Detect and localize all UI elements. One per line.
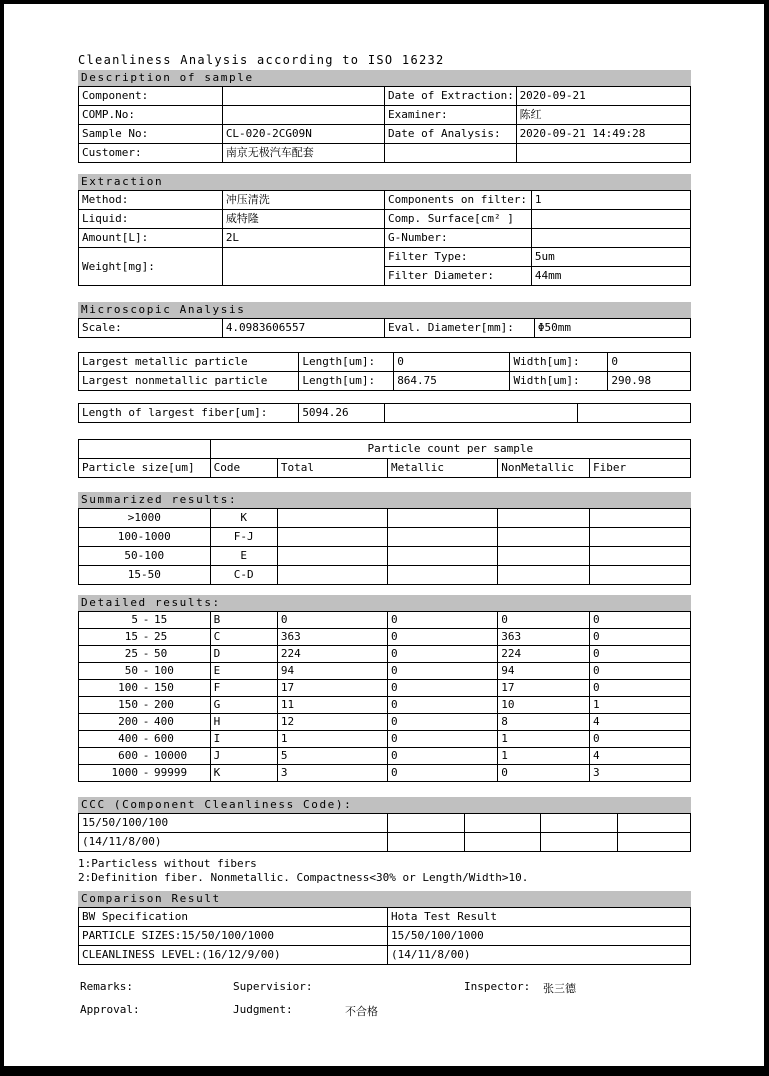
spec-value: PARTICLE SIZES:15/50/100/1000 [79,927,388,946]
table-row [79,144,691,163]
remarks-label: Remarks: [80,980,133,993]
empty-cell [541,833,618,852]
cell-size: >1000 [79,509,211,528]
cell-fiber: 0 [590,663,691,680]
column-header: Particle size[um] [79,459,211,478]
cell-size-range [79,731,211,748]
size-to: 100 [154,664,174,677]
section-header-extraction: Extraction [78,174,691,190]
note-line: 1:Particless without fibers [78,857,257,870]
size-dash: - [142,647,150,660]
cell-code: K [210,509,277,528]
section-header-microscopic: Microscopic Analysis [78,302,691,318]
field-value [531,210,690,229]
size-from: 150 [118,698,138,711]
table-row [79,566,691,585]
detailed-table [78,611,691,782]
field-label [384,144,516,163]
field-label: Weight[mg]: [79,248,223,286]
cell-size-range [79,697,211,714]
field-label: Filter Diameter: [384,267,531,286]
cell-metallic: 0 [388,765,498,782]
ccc-code-value: (14/11/8/00) [79,833,388,852]
cell-size-range [79,680,211,697]
cell-total: 94 [277,663,387,680]
empty-cell [617,814,690,833]
cell-size-range [79,748,211,765]
field-label: Components on filter: [384,191,531,210]
cell-total: 17 [277,680,387,697]
size-dash: - [142,698,150,711]
size-from: 200 [118,715,138,728]
cell-nonmetallic: 0 [498,765,590,782]
field-label: Component: [79,87,223,106]
cell-code: G [210,697,277,714]
empty-cell [577,404,690,423]
cell-nonmetallic: 1 [498,748,590,765]
approval-label: Approval: [80,1003,140,1016]
table-row [79,814,691,833]
size-dash: - [142,749,150,762]
cell-fiber: 1 [590,697,691,714]
field-value: 威特隆 [222,210,384,229]
cell-code: E [210,663,277,680]
size-from: 1000 [111,766,138,779]
table-row [79,748,691,765]
empty-cell [464,814,541,833]
size-dash: - [142,613,150,626]
table-row [79,404,691,423]
empty-cell [79,440,211,459]
empty-cell [388,547,498,566]
report-page [78,53,691,1020]
cell-fiber: 0 [590,629,691,646]
section-header-summarized: Summarized results: [78,492,691,508]
field-value: CL-020-2CG09N [222,125,384,144]
size-dash: - [142,664,150,677]
field-label: Date of Analysis: [384,125,516,144]
table-row [79,680,691,697]
cell-size: 100-1000 [79,528,211,547]
column-header: Metallic [388,459,498,478]
cell-code: H [210,714,277,731]
field-value: 0 [394,353,510,372]
field-value [222,106,384,125]
table-row [79,927,691,946]
cell-fiber: 0 [590,646,691,663]
judgment-value: 不合格 [345,1005,378,1018]
ccc-notes [78,857,691,885]
empty-cell [277,566,387,585]
field-value: 2020-09-21 [516,87,690,106]
cell-size-range [79,765,211,782]
empty-cell [498,528,590,547]
table-row [79,731,691,748]
table-row [79,833,691,852]
comparison-table [78,907,691,965]
cell-size-range [79,629,211,646]
size-from: 100 [118,681,138,694]
field-value [222,87,384,106]
cell-total: 3 [277,765,387,782]
field-value: 864.75 [394,372,510,391]
empty-cell [541,814,618,833]
empty-cell [498,566,590,585]
cell-nonmetallic: 0 [498,612,590,629]
cell-size-range [79,612,211,629]
empty-cell [388,509,498,528]
size-to: 50 [154,647,168,660]
field-label: Comp. Surface[cm² ] [384,210,531,229]
cell-metallic: 0 [388,612,498,629]
cell-fiber: 0 [590,680,691,697]
cell-code: C [210,629,277,646]
field-value: 1 [531,191,690,210]
size-to: 400 [154,715,174,728]
field-value: 2020-09-21 14:49:28 [516,125,690,144]
size-dash: - [142,630,150,643]
cell-size-range [79,663,211,680]
size-from: 50 [124,664,138,677]
field-label: Filter Type: [384,248,531,267]
field-value [516,144,690,163]
description-table [78,86,691,163]
table-row [79,612,691,629]
empty-cell [590,547,691,566]
inspector-label: Inspector: [464,980,531,993]
cell-metallic: 0 [388,714,498,731]
cell-code: F-J [210,528,277,547]
field-value: 4.0983606557 [222,319,384,338]
supervisor-label: Supervisior: [233,980,313,993]
cell-total: 5 [277,748,387,765]
empty-cell [498,547,590,566]
field-label: Method: [79,191,223,210]
size-from: 600 [118,749,138,762]
table-row [79,697,691,714]
column-header: Hota Test Result [388,908,691,927]
cell-nonmetallic: 224 [498,646,590,663]
table-row [79,646,691,663]
cell-metallic: 0 [388,646,498,663]
field-value: 5094.26 [299,404,385,423]
field-value: 44mm [531,267,690,286]
field-label: Length[um]: [299,353,394,372]
cell-size-range [79,714,211,731]
table-row [79,765,691,782]
ccc-code-value: 15/50/100/100 [79,814,388,833]
table-row [79,509,691,528]
empty-cell [464,833,541,852]
empty-cell [388,814,465,833]
cell-fiber: 4 [590,748,691,765]
cell-fiber: 0 [590,612,691,629]
field-label: Date of Extraction: [384,87,516,106]
cell-total: 224 [277,646,387,663]
empty-cell [617,833,690,852]
cell-fiber: 4 [590,714,691,731]
cell-code: I [210,731,277,748]
size-from: 25 [124,647,138,660]
size-to: 99999 [154,766,188,779]
column-group-header: Particle count per sample [210,440,690,459]
cell-code: E [210,547,277,566]
size-to: 150 [154,681,174,694]
note-line: 2:Definition fiber. Nonmetallic. Compactness<30% or Length/Width>10. [78,871,529,884]
spec-value: CLEANLINESS LEVEL:(16/12/9/00) [79,946,388,965]
cell-fiber: 0 [590,731,691,748]
cell-total: 1 [277,731,387,748]
cell-metallic: 0 [388,697,498,714]
field-value: 2L [222,229,384,248]
table-row [79,191,691,210]
table-row [79,663,691,680]
cell-metallic: 0 [388,663,498,680]
largest-particle-table [78,352,691,391]
size-dash: - [142,732,150,745]
cell-total: 363 [277,629,387,646]
field-label: Liquid: [79,210,223,229]
field-label: Largest nonmetallic particle [79,372,299,391]
size-dash: - [142,681,150,694]
cell-size: 50-100 [79,547,211,566]
table-row [79,87,691,106]
page-title: Cleanliness Analysis according to ISO 16232 [78,53,445,67]
column-header: NonMetallic [498,459,590,478]
empty-cell [590,509,691,528]
field-value: 290.98 [608,372,691,391]
cell-nonmetallic: 17 [498,680,590,697]
section-header-ccc: CCC (Component Cleanliness Code): [78,797,691,813]
result-value: (14/11/8/00) [388,946,691,965]
column-header: Total [277,459,387,478]
field-label: Length[um]: [299,372,394,391]
size-to: 25 [154,630,168,643]
cell-total: 11 [277,697,387,714]
ccc-table [78,813,691,852]
field-label: Examiner: [384,106,516,125]
field-label: Eval. Diameter[mm]: [384,319,534,338]
field-value: 冲压清洗 [222,191,384,210]
cell-code: D [210,646,277,663]
cell-code: C-D [210,566,277,585]
field-label: Customer: [79,144,223,163]
particle-count-header-table [78,439,691,478]
cell-code: J [210,748,277,765]
empty-cell [590,566,691,585]
table-row [79,210,691,229]
empty-cell [277,509,387,528]
cell-code: F [210,680,277,697]
cell-size-range [79,646,211,663]
size-to: 15 [154,613,168,626]
field-value: 0 [608,353,691,372]
size-dash: - [142,715,150,728]
empty-cell [498,509,590,528]
result-value: 15/50/100/1000 [388,927,691,946]
summarized-table [78,508,691,585]
table-row [79,528,691,547]
empty-cell [277,547,387,566]
fiber-table [78,403,691,423]
field-label: Largest metallic particle [79,353,299,372]
field-label: Width[um]: [510,372,608,391]
column-header: BW Specification [79,908,388,927]
cell-code: K [210,765,277,782]
table-row [79,908,691,927]
empty-cell [388,528,498,547]
field-value: 5um [531,248,690,267]
field-value: Φ50mm [534,319,690,338]
empty-cell [388,833,465,852]
size-dash: - [142,766,150,779]
size-from: 5 [131,613,138,626]
cell-metallic: 0 [388,748,498,765]
size-to: 10000 [154,749,188,762]
field-label: Scale: [79,319,223,338]
field-label: Width[um]: [510,353,608,372]
cell-size: 15-50 [79,566,211,585]
size-from: 400 [118,732,138,745]
field-label: Sample No: [79,125,223,144]
cell-nonmetallic: 8 [498,714,590,731]
field-value: 陈红 [516,106,690,125]
size-from: 15 [124,630,138,643]
empty-cell [388,566,498,585]
size-to: 200 [154,698,174,711]
judgment-label: Judgment: [233,1003,293,1016]
table-row [79,547,691,566]
inspector-value: 张三德 [543,982,576,995]
signoff-area [78,980,691,1020]
empty-cell [384,404,577,423]
table-row [79,248,691,267]
table-row [79,319,691,338]
table-row [79,714,691,731]
table-row [79,353,691,372]
field-value [531,229,690,248]
field-value: 南京无极汽车配套 [222,144,384,163]
field-label: Length of largest fiber[um]: [79,404,299,423]
table-row [79,229,691,248]
cell-total: 0 [277,612,387,629]
cell-metallic: 0 [388,629,498,646]
table-row [79,372,691,391]
scale-table [78,318,691,338]
empty-cell [590,528,691,547]
empty-cell [277,528,387,547]
field-label: COMP.No: [79,106,223,125]
table-row [79,440,691,459]
section-header-comparison: Comparison Result [78,891,691,907]
table-row [79,125,691,144]
section-header-description: Description of sample [78,70,691,86]
extraction-table [78,190,691,286]
cell-fiber: 3 [590,765,691,782]
size-to: 600 [154,732,174,745]
column-header: Fiber [590,459,691,478]
field-label: G-Number: [384,229,531,248]
section-header-detailed: Detailed results: [78,595,691,611]
cell-nonmetallic: 1 [498,731,590,748]
cell-total: 12 [277,714,387,731]
table-row [79,459,691,478]
table-row [79,629,691,646]
table-row [79,106,691,125]
cell-metallic: 0 [388,731,498,748]
cell-nonmetallic: 363 [498,629,590,646]
cell-nonmetallic: 10 [498,697,590,714]
table-row [79,946,691,965]
field-value [222,248,384,286]
cell-nonmetallic: 94 [498,663,590,680]
cell-metallic: 0 [388,680,498,697]
cell-code: B [210,612,277,629]
field-label: Amount[L]: [79,229,223,248]
column-header: Code [210,459,277,478]
